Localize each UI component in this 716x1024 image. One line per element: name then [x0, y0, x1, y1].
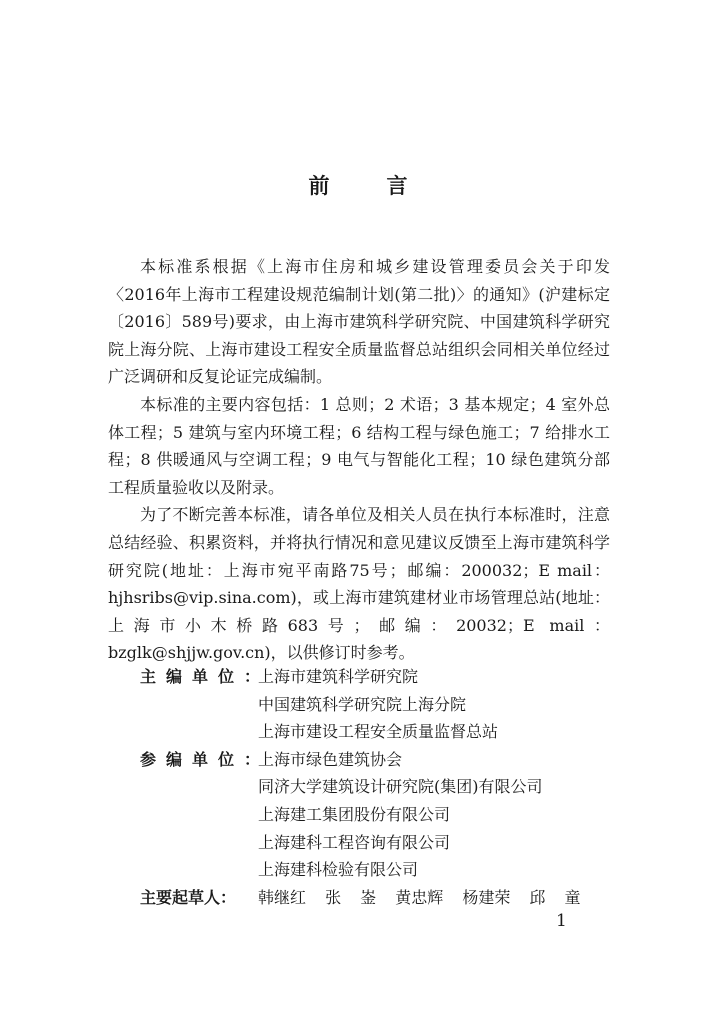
- participating-units-group: [140, 746, 620, 884]
- main-drafters-list: [258, 884, 620, 912]
- paragraph-feedback: 为了不断完善本标准，请各单位及相关人员在执行本标准时，注意总结经验、积累资料，并将执行情况和意见建议反馈至上海市建筑科学研究院(地址：上海市宛平南路75号；邮编：200032；E mail：hjhsribs@vip.sina.com)，或上海市建筑建材业市场管理总站(地址：上海市小木桥路683号；邮编：20032；E mail：bzglk@shjjw.gov.cn)，以供修订时参考。: [108, 505, 610, 663]
- credits-section: [140, 663, 620, 911]
- main-drafters-names: 韩继红 张 崟 黄忠辉 杨建荣 邱 童: [258, 887, 581, 907]
- participating-unit: 上海建工集团股份有限公司: [258, 804, 451, 824]
- paragraph-contents: 本标准的主要内容包括：1 总则；2 术语；3 基本规定；4 室外总体工程；5 建筑与室内环境工程；6 结构工程与绿色施工；7 给排水工程；8 供暖通风与空调工程；9 电气与智能化工程；10 绿色建筑分部工程质量验收以及附录。: [108, 394, 610, 497]
- main-drafters-group: [140, 884, 620, 912]
- main-drafters-label: 主要起草人：: [140, 887, 237, 907]
- page-title: 前 言: [308, 174, 426, 198]
- participating-unit: 上海建科检验有限公司: [258, 860, 419, 880]
- chief-unit: 上海市建设工程安全质量监督总站: [258, 722, 499, 742]
- participating-unit: 同济大学建筑设计研究院(集团)有限公司: [258, 777, 543, 797]
- chief-unit: 中国建筑科学研究院上海分院: [258, 694, 467, 714]
- chief-units-list: [258, 663, 620, 746]
- participating-unit: 上海建科工程咨询有限公司: [258, 832, 451, 852]
- paragraph-basis: 本标准系根据《上海市住房和城乡建设管理委员会关于印发〈2016年上海市工程建设规范编制计划(第二批)〉的通知》(沪建标定〔2016〕589号)要求，由上海市建筑科学研究院、中国建筑科学研究院上海分院、上海市建设工程安全质量监督总站组织会同相关单位经过广泛调研和反复论证完成编制。: [108, 257, 610, 387]
- page-number: 1: [556, 911, 567, 931]
- chief-units-label: 主编单位：: [140, 667, 271, 686]
- participating-units-label: 参编单位：: [140, 749, 271, 769]
- participating-unit: 上海市绿色建筑协会: [258, 749, 403, 769]
- chief-units-group: [140, 663, 620, 746]
- participating-units-list: [258, 746, 620, 884]
- preface-body: [108, 253, 610, 667]
- chief-unit: 上海市建筑科学研究院: [258, 667, 419, 686]
